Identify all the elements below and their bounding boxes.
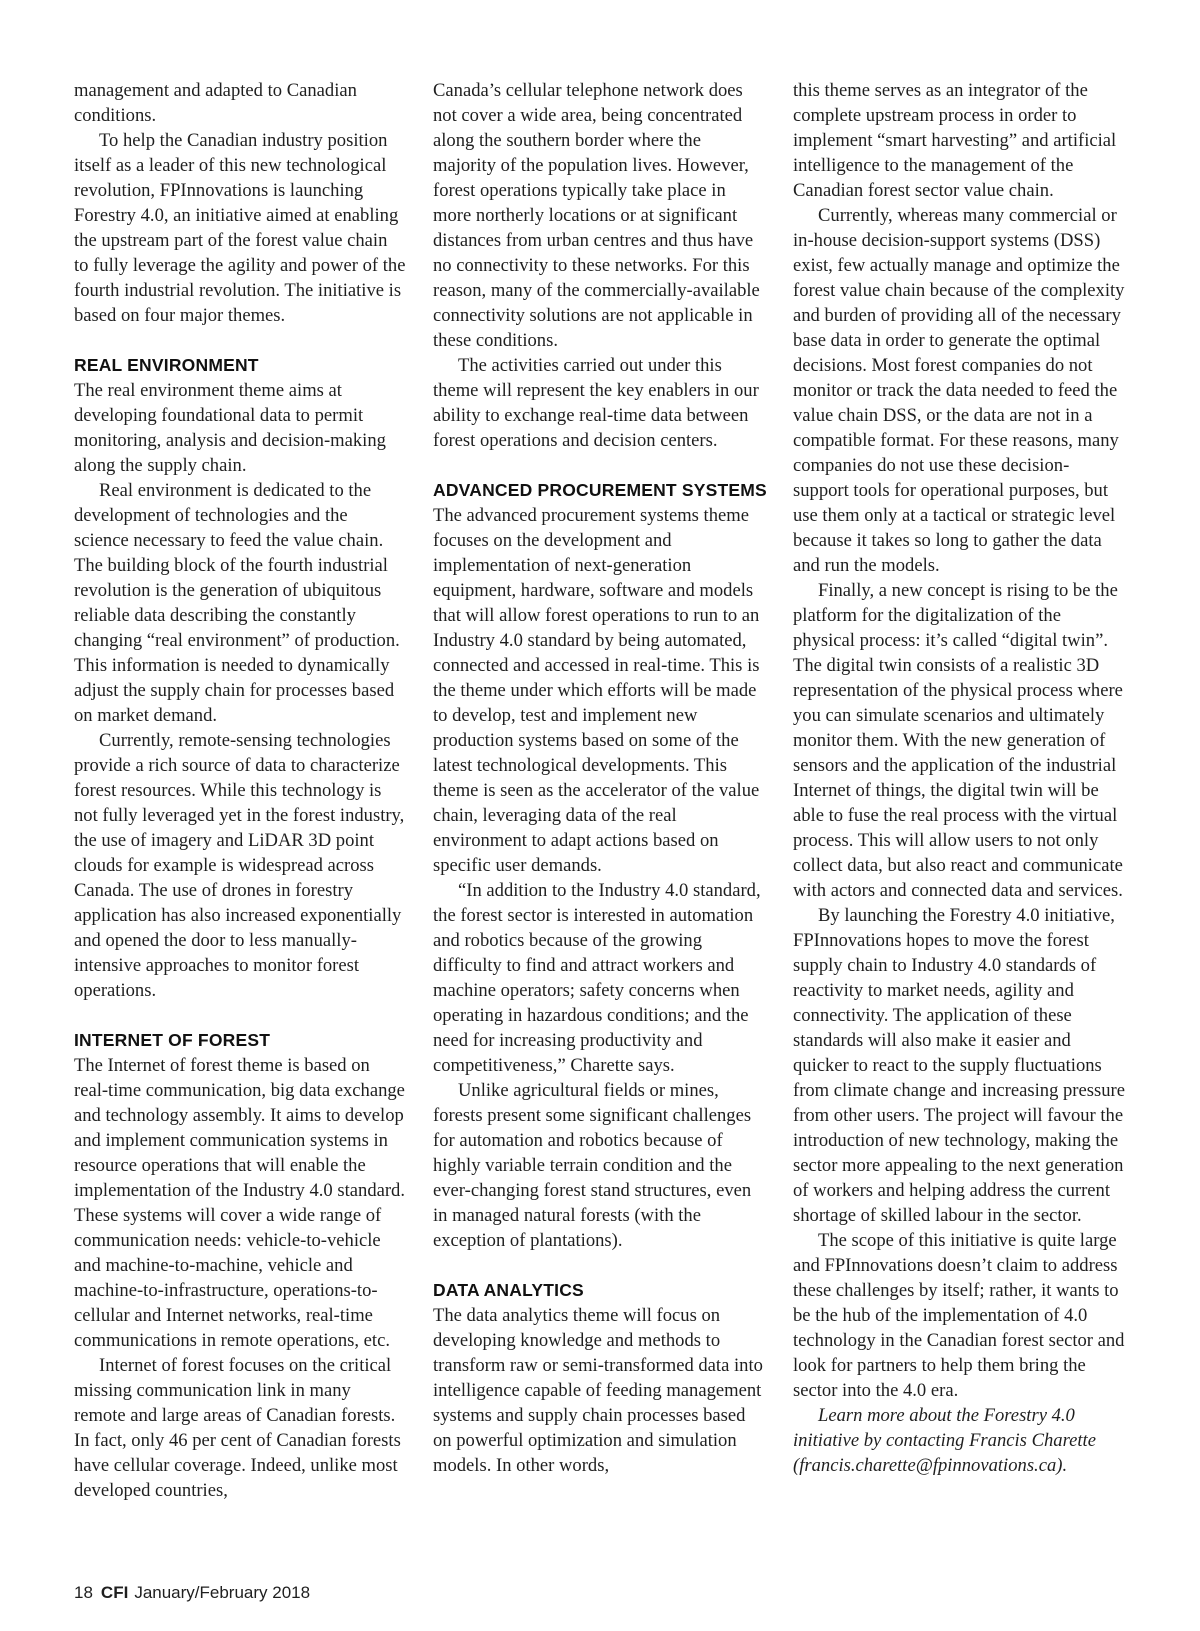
article-column-1	[74, 78, 406, 1503]
paragraph: Currently, whereas many commercial or in-house decision-support systems (DSS) exist, few actually manage and optimize the forest value chain because of the complexity and burden of providing all of the necessary base data in order to generate the optimal decisions. Most forest companies do not monitor or track the data needed to feed the value chain DSS, or the data are not in a compatible format. For these reasons, many companies do not use these decision-support tools for operational purposes, but use them only at a tactical or strategic level because it takes so long to gather the data and run the models.	[793, 205, 1125, 576]
paragraph: The advanced procurement systems theme focuses on the development and implementation of next-generation equipment, hardware, software and models that will allow forest operations to run to an Industry 4.0 standard by being automated, connected and accessed in real-time. This is the theme under which efforts will be made to develop, test and implement new production systems based on some of the latest technological developments. This theme is seen as the accelerator of the value chain, leveraging data of the real environment to adapt actions based on specific user demands.	[433, 505, 760, 876]
paragraph: this theme serves as an integrator of the complete upstream process in order to implement “smart harvesting” and artificial intelligence to the management of the Canadian forest sector value chain.	[793, 80, 1117, 201]
paragraph: Currently, remote-sensing technologies provide a rich source of data to characterize forest resources. While this technology is not fully leveraged yet in the forest industry, the use of imagery and LiDAR 3D point clouds for example is widespread across Canada. The use of drones in forestry application has also increased exponentially and opened the door to less manually-intensive approaches to monitor forest operations.	[74, 730, 405, 1001]
paragraph: Internet of forest focuses on the critical missing communication link in many remote and large areas of Canadian forests. In fact, only 46 per cent of Canadian forests have cellular coverage. Indeed, unlike most developed countries,	[74, 1355, 401, 1501]
magazine-brand: CFI	[100, 1583, 129, 1602]
paragraph: management and adapted to Canadian conditions.	[74, 80, 357, 126]
paragraph: Finally, a new concept is rising to be the platform for the digitalization of the physical process: it’s called “digital twin”. The digital twin consists of a realistic 3D representation of the physical process where you can simulate scenarios and ultimately monitor them. With the new generation of sensors and the application of the industrial Internet of things, the digital twin will be able to fuse the real process with the virtual process. This will allow users to not only collect data, but also react and communicate with actors and connected data and services.	[793, 580, 1123, 901]
article-column-3	[793, 78, 1125, 1478]
paragraph: The real environment theme aims at developing foundational data to permit monitoring, analysis and decision-making along the supply chain.	[74, 380, 386, 476]
paragraph: The scope of this initiative is quite large and FPInnovations doesn’t claim to address these challenges by itself; rather, it wants to be the hub of the implementation of 4.0 technology in the Canadian forest sector and look for partners to help them bring the sector into the 4.0 era.	[793, 1230, 1125, 1401]
paragraph: The data analytics theme will focus on developing knowledge and methods to transform raw or semi-transformed data into intelligence capable of feeding management systems and supply chain processes based on powerful optimization and simulation models. In other words,	[433, 1305, 763, 1476]
page-footer	[74, 1583, 310, 1603]
issue-date: January/February 2018	[134, 1583, 311, 1602]
article-column-2	[433, 78, 767, 1478]
section-heading-real-environment: REAL ENVIRONMENT	[74, 355, 259, 375]
paragraph: To help the Canadian industry position itself as a leader of this new technological revolution, FPInnovations is launching Forestry 4.0, an initiative aimed at enabling the upstream part of the forest value chain to fully leverage the agility and power of the fourth industrial revolution. The initiative is based on four major themes.	[74, 130, 406, 326]
paragraph: Real environment is dedicated to the development of technologies and the science necessary to feed the value chain. The building block of the fourth industrial revolution is the generation of ubiquitous reliable data describing the constantly changing “real environment” of production. This information is needed to dynamically adjust the supply chain for processes based on market demand.	[74, 480, 400, 726]
paragraph: Canada’s cellular telephone network does not cover a wide area, being concentrated along the southern border where the majority of the population lives. However, forest operations typically take place in more northerly locations or at significant distances from urban centres and thus have no connectivity to these networks. For this reason, many of the commercially-available connectivity solutions are not applicable in these conditions.	[433, 80, 760, 351]
contact-note: Learn more about the Forestry 4.0 initiative by contacting Francis Charette (francis.charette@fpinnovations.ca).	[793, 1405, 1096, 1476]
section-heading-internet-of-forest: INTERNET OF FOREST	[74, 1030, 271, 1050]
paragraph: By launching the Forestry 4.0 initiative, FPInnovations hopes to move the forest supply chain to Industry 4.0 standards of reactivity to market needs, agility and connectivity. The application of these standards will also make it easier and quicker to react to the supply fluctuations from climate change and increasing pressure from other users. The project will favour the introduction of new technology, making the sector more appealing to the next generation of workers and helping address the current shortage of skilled labour in the sector.	[793, 905, 1125, 1226]
paragraph: The Internet of forest theme is based on real-time communication, big data exchange and technology assembly. It aims to develop and implement communication systems in resource operations that will enable the implementation of the Industry 4.0 standard. These systems will cover a wide range of communication needs: vehicle-to-vehicle and machine-to-machine, vehicle and machine-to-infrastructure, operations-to-cellular and Internet networks, real-time communications in remote operations, etc.	[74, 1055, 406, 1351]
page-number: 18	[74, 1583, 93, 1602]
paragraph: “In addition to the Industry 4.0 standard, the forest sector is interested in automation and robotics because of the growing difficulty to find and attract workers and machine operators; safety concerns when operating in hazardous conditions; and the need for increasing productivity and competitiveness,” Charette says.	[433, 880, 761, 1076]
paragraph: The activities carried out under this theme will represent the key enablers in our ability to exchange real-time data between forest operations and decision centers.	[433, 355, 759, 451]
paragraph: Unlike agricultural fields or mines, forests present some significant challenges for automation and robotics because of highly variable terrain condition and the ever-changing forest stand structures, even in managed natural forests (with the exception of plantations).	[433, 1080, 752, 1251]
section-heading-data-analytics: DATA ANALYTICS	[433, 1280, 584, 1300]
section-heading-advanced-procurement: ADVANCED PROCUREMENT SYSTEMS	[433, 480, 767, 500]
